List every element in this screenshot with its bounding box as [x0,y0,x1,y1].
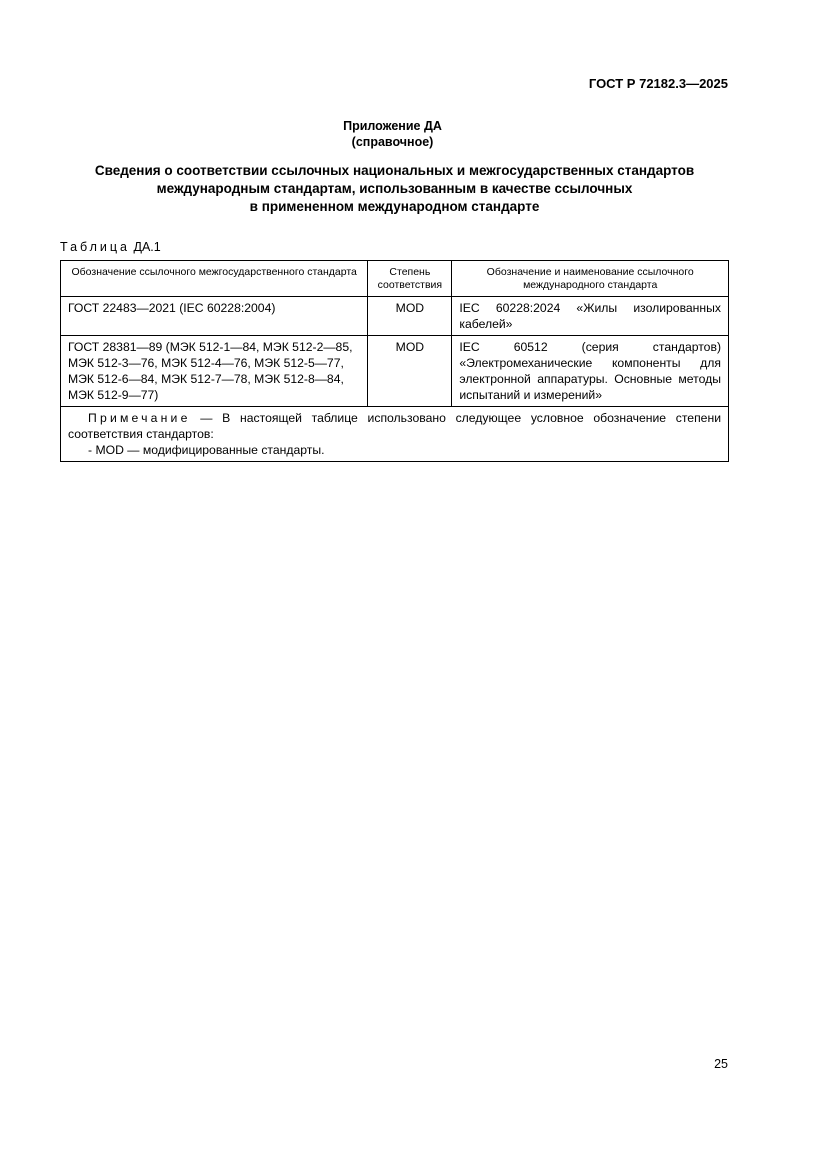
note-text-block [68,410,721,442]
main-heading-line-3: в примененном международном стандарте [249,199,540,214]
cell-degree: MOD [368,297,452,336]
page-number: 25 [714,1057,728,1071]
table-note [61,407,729,462]
appendix-subtitle: (справочное) [351,135,434,149]
table-caption [60,240,161,254]
appendix-title-block [0,118,785,150]
cell-international-standard: IEC 60228:2024 «Жилы изолированных кабелей» [452,297,729,336]
note-label: Примечание [88,411,191,425]
main-heading-line-1: Сведения о соответствии ссылочных национальных и межгосударственных стандартов [94,163,695,178]
cell-national-standard: ГОСТ 22483—2021 (IEC 60228:2004) [61,297,368,336]
table-note-row [61,407,729,462]
table-row [61,297,729,336]
column-header-national: Обозначение ссылочного межгосударственного стандарта [61,261,368,297]
table-caption-word: Таблица [60,240,131,254]
appendix-title: Приложение ДА [343,119,442,133]
cell-international-standard: IEC 60512 (серия стандартов) «Электромеханические компоненты для электронной аппаратуры. Основные методы испытаний и измерений» [452,336,729,407]
table-row [61,336,729,407]
reference-standards-table [60,260,729,462]
table-caption-id: ДА.1 [133,240,161,254]
table-header-row [61,261,729,297]
column-header-international: Обозначение и наименование ссылочного международного стандарта [452,261,729,297]
note-item: - MOD — модифицированные стандарты. [88,443,325,457]
main-heading-line-2: международным стандартам, использованным в качестве ссылочных [156,181,633,196]
column-header-degree: Степень соответствия [368,261,452,297]
note-text: — В настоящей таблице использовано следующее условное обозначение степени соответствия стандартов: [68,411,721,441]
cell-national-standard: ГОСТ 28381—89 (МЭК 512-1—84, МЭК 512-2—85, МЭК 512-3—76, МЭК 512-4—76, МЭК 512-5—77, МЭК 512-6—84, МЭК 512-7—78, МЭК 512-8—84, МЭК 512-9—77) [61,336,368,407]
main-heading [60,162,729,216]
document-code: ГОСТ Р 72182.3—2025 [588,76,728,91]
cell-degree: MOD [368,336,452,407]
